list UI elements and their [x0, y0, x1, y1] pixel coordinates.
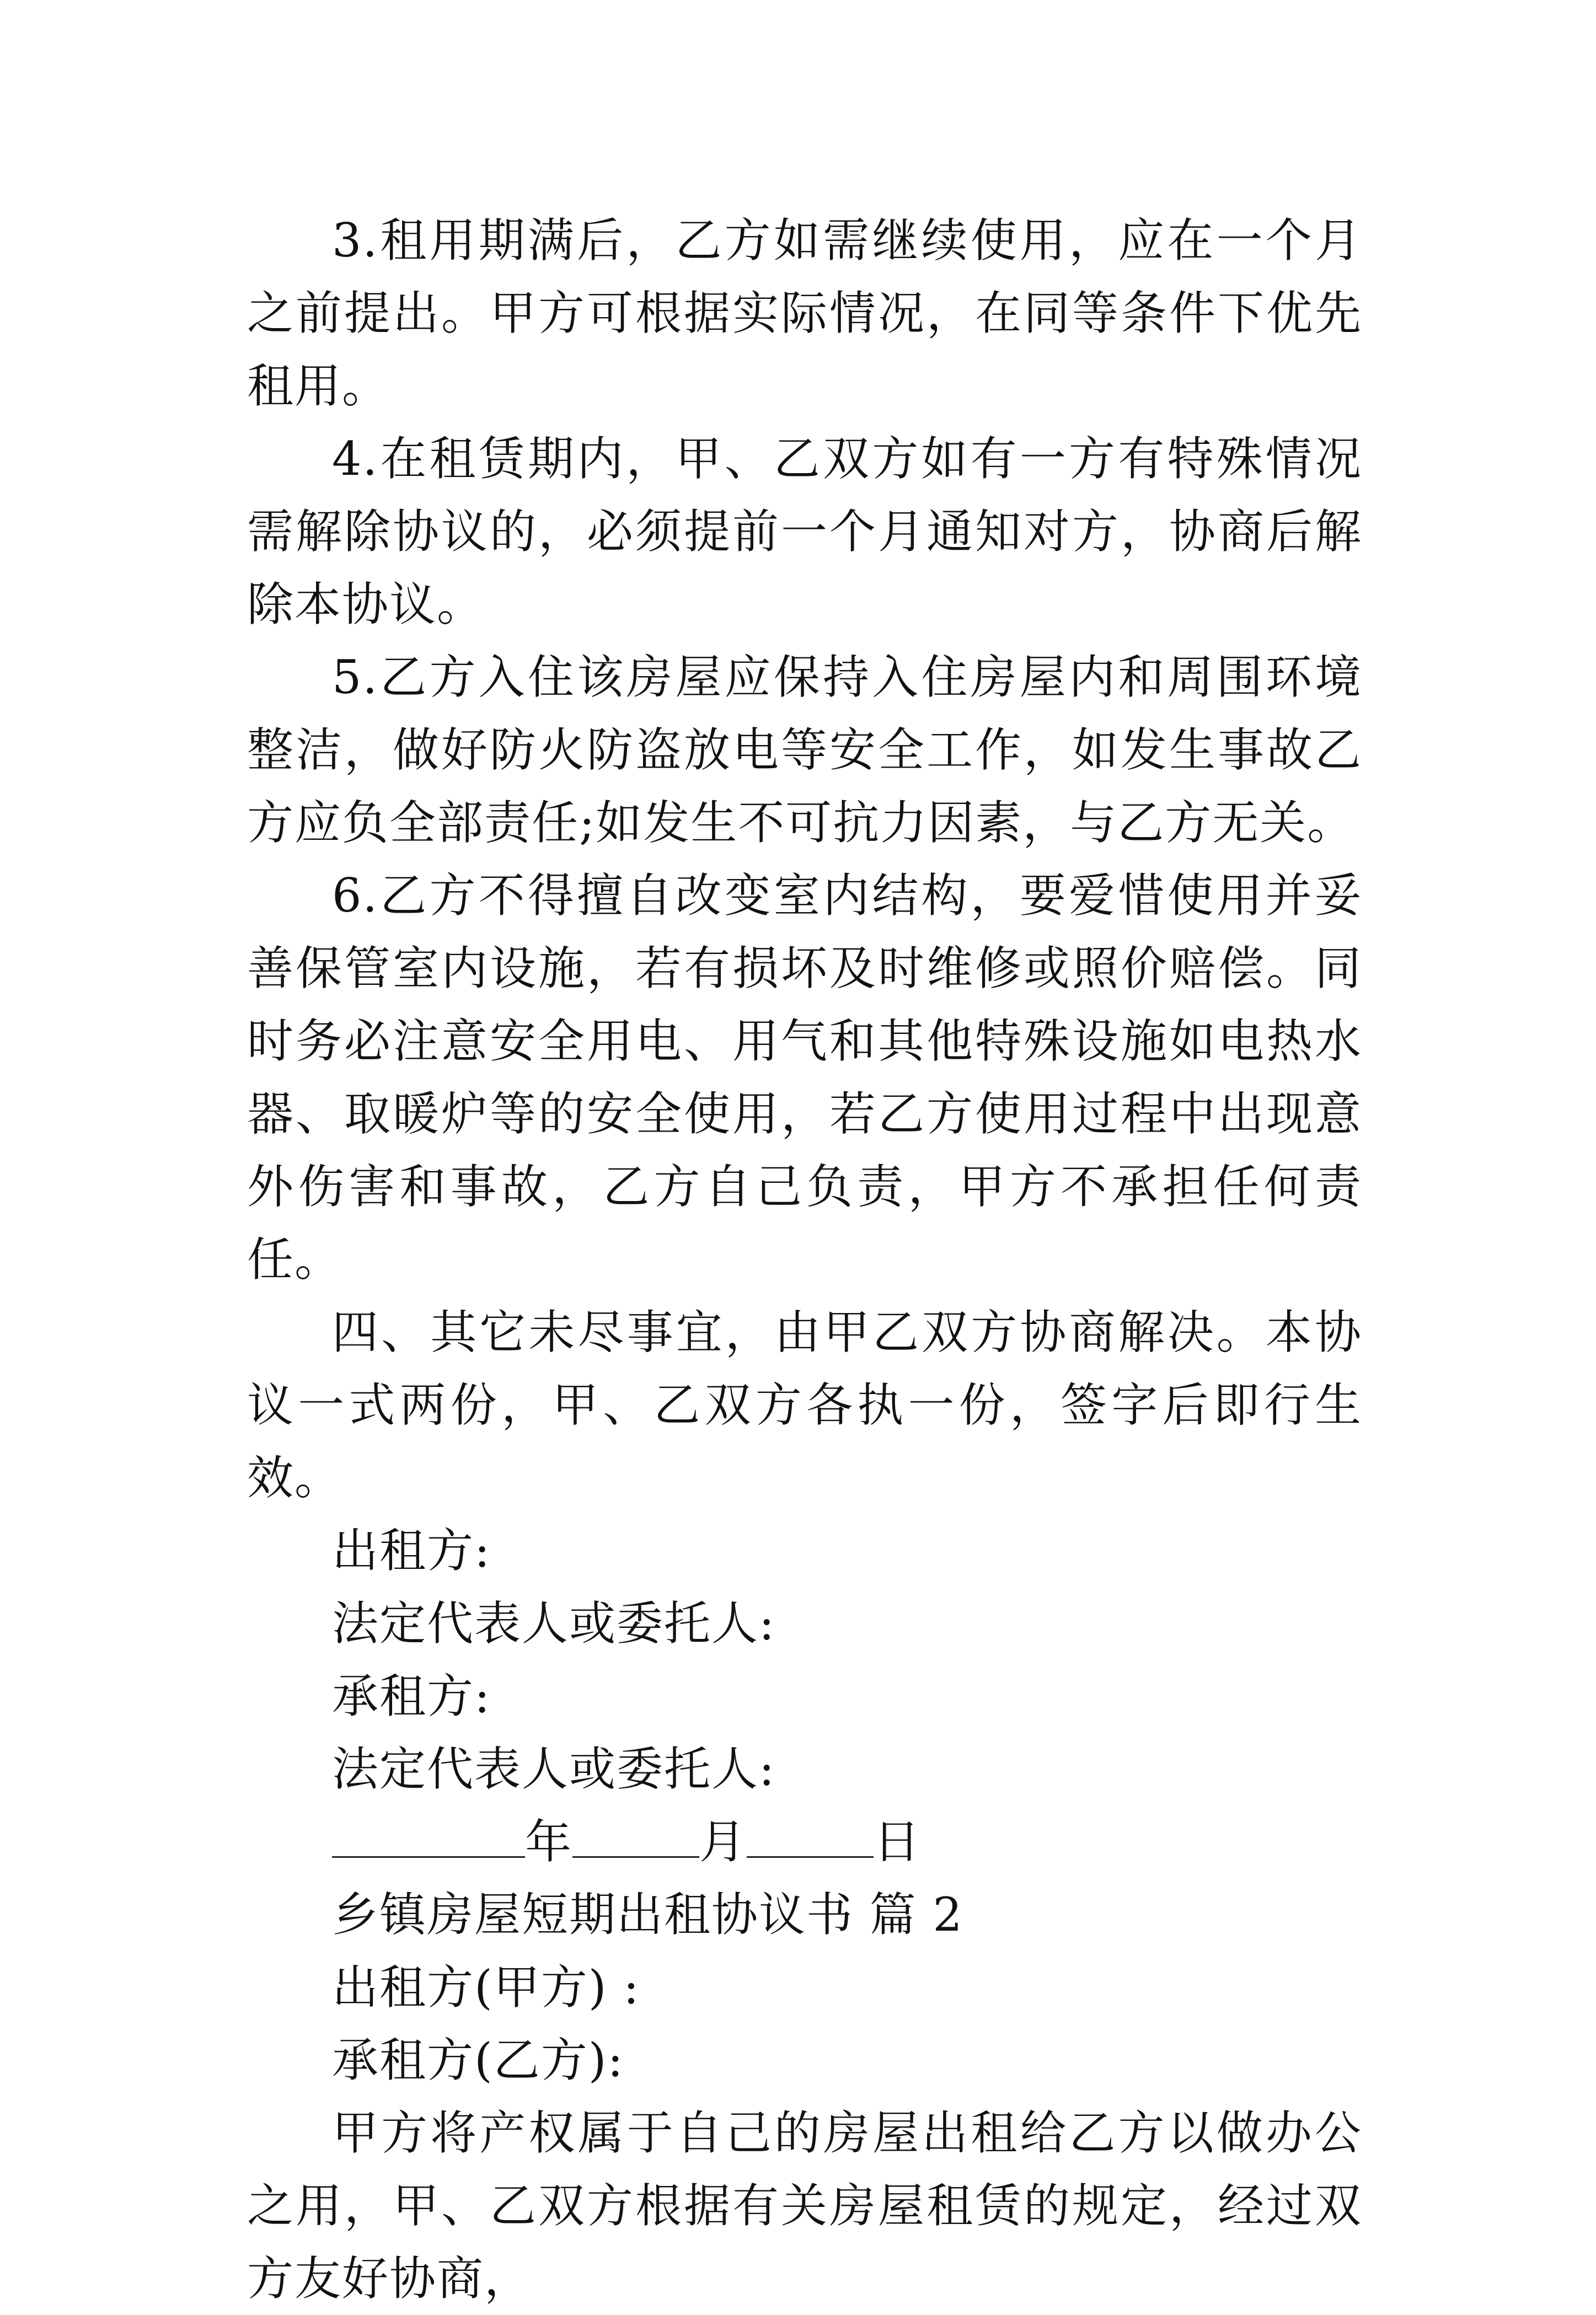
lessor-label: 出租方: — [332, 1524, 491, 1578]
section-2-title: 乡镇房屋短期出租协议书 篇 2 — [332, 1888, 963, 1942]
month-label: 月 — [699, 1815, 747, 1869]
document-page — [247, 204, 1362, 2315]
day-blank — [747, 1810, 874, 1858]
clause-3: 3.租用期满后，乙方如需继续使用，应在一个月之前提出。甲方可根据实际情况，在同等条件下优先租用。 — [247, 213, 1362, 413]
lessee-label: 承租方: — [332, 1669, 491, 1723]
year-label: 年 — [525, 1815, 573, 1869]
party-b-label: 承租方(乙方): — [332, 2033, 624, 2087]
year-blank — [332, 1810, 525, 1858]
clause-6: 6.乙方不得擅自改变室内结构，要爱惜使用并妥善保管室内设施，若有损坏及时维修或照价赔偿。同时务必注意安全用电、用气和其他特殊设施如电热水器、取暖炉等的安全使用，若乙方使用过程中出现意外伤害和事故，乙方自己负责，甲方不承担任何责任。 — [247, 869, 1362, 1287]
lessee-rep-label: 法定代表人或委托人: — [332, 1742, 776, 1796]
section-2-intro: 甲方将产权属于自己的房屋出租给乙方以做办公之用，甲、乙双方根据有关房屋租赁的规定，经过双方友好协商， — [247, 2106, 1362, 2306]
clause-5: 5.乙方入住该房屋应保持入住房屋内和周围环境整洁，做好防火防盗放电等安全工作，如发生事故乙方应负全部责任;如发生不可抗力因素，与乙方无关。 — [247, 650, 1362, 850]
lessor-rep-label: 法定代表人或委托人: — [332, 1596, 776, 1650]
date-line — [247, 1805, 1362, 1878]
clause-4: 4.在租赁期内，甲、乙双方如有一方有特殊情况需解除协议的，必须提前一个月通知对方，协商后解除本协议。 — [247, 432, 1362, 631]
party-a-label: 出租方(甲方) : — [332, 1960, 640, 2014]
section-four: 四、其它未尽事宜，由甲乙双方协商解决。本协议一式两份，甲、乙双方各执一份，签字后即行生效。 — [247, 1305, 1362, 1505]
month-blank — [572, 1810, 699, 1858]
day-label: 日 — [874, 1815, 922, 1869]
